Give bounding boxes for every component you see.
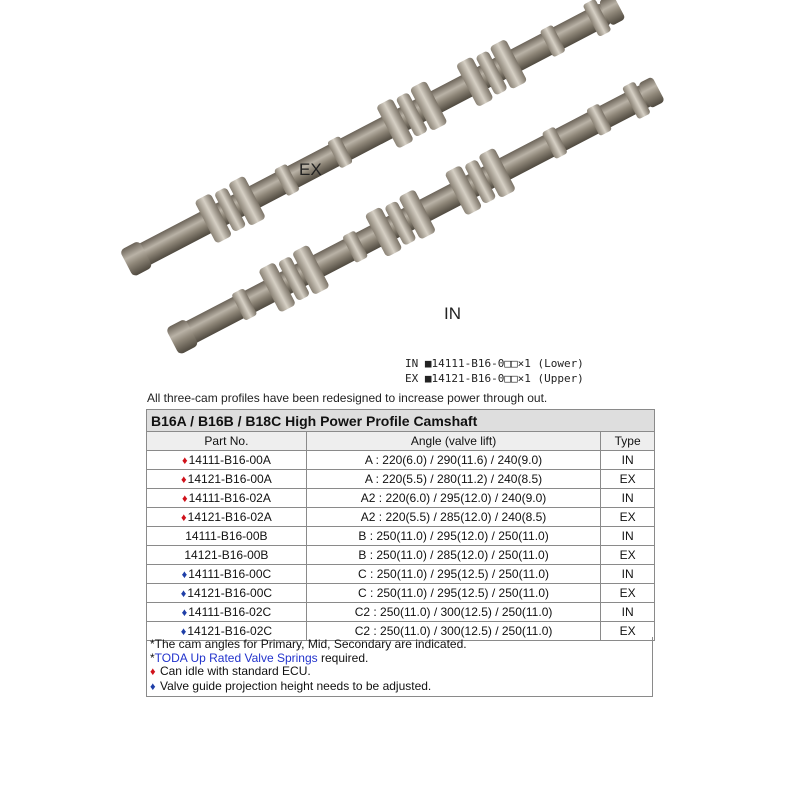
blue-diamond-icon: ♦ <box>180 588 187 600</box>
blue-diamond-icon: ♦ <box>150 680 156 693</box>
footnotes <box>146 637 653 697</box>
red-diamond-icon: ♦ <box>150 666 156 678</box>
table-row <box>147 489 655 508</box>
cell-angle: C2 : 250(11.0) / 300(12.5) / 250(11.0) <box>306 603 600 622</box>
cell-angle: A : 220(6.0) / 290(11.6) / 240(9.0) <box>306 451 600 470</box>
cell-type: EX <box>601 584 655 603</box>
camshaft-spec-table <box>146 409 655 641</box>
cell-part-no <box>147 489 307 508</box>
footnote-valve-springs <box>150 652 652 666</box>
cell-type: IN <box>601 451 655 470</box>
cell-type: IN <box>601 489 655 508</box>
part-number: 14111-B16-02C <box>188 605 272 619</box>
table-header-row <box>147 432 655 451</box>
footnote-cam-angles: *The cam angles for Primary, Mid, Secondary are indicated. <box>150 637 467 651</box>
cell-part-no <box>147 508 307 527</box>
red-diamond-icon: ♦ <box>181 474 187 486</box>
footnote-asterisk: * <box>150 650 155 665</box>
footnote-guide-text: Valve guide projection height needs to be adjusted. <box>156 678 432 693</box>
cell-angle: C : 250(11.0) / 295(12.5) / 250(11.0) <box>306 584 600 603</box>
red-diamond-icon: ♦ <box>181 512 187 524</box>
cell-type: IN <box>601 565 655 584</box>
table-row <box>147 508 655 527</box>
cell-angle: B : 250(11.0) / 295(12.0) / 250(11.0) <box>306 527 600 546</box>
blue-diamond-icon: ♦ <box>180 626 187 638</box>
cell-type: EX <box>601 470 655 489</box>
table-row <box>147 603 655 622</box>
part-number: 14111-B16-02A <box>188 491 271 505</box>
cell-type: IN <box>601 603 655 622</box>
legend-ex-line: EX ■14121-B16-0□□×1 (Upper) <box>405 372 584 385</box>
cell-part-no <box>147 584 307 603</box>
part-number: 14121-B16-00B <box>184 548 269 562</box>
blue-diamond-icon: ♦ <box>181 607 188 619</box>
footnote-idle-text: Can idle with standard ECU. <box>156 664 311 678</box>
cell-part-no <box>147 565 307 584</box>
cell-angle: C2 : 250(11.0) / 300(12.5) / 250(11.0) <box>306 622 600 641</box>
table-row <box>147 451 655 470</box>
cell-angle: A2 : 220(6.0) / 295(12.0) / 240(9.0) <box>306 489 600 508</box>
red-diamond-icon: ♦ <box>181 493 188 505</box>
footnote-valve-guide <box>150 680 652 695</box>
header-part-no: Part No. <box>147 432 307 451</box>
ex-shaft-label: EX <box>299 160 322 179</box>
header-type: Type <box>601 432 655 451</box>
part-number: 14121-B16-02C <box>187 624 273 638</box>
footnote-idle-ecu <box>150 665 652 680</box>
table-row <box>147 527 655 546</box>
part-number: 14121-B16-00C <box>187 586 273 600</box>
part-number: 14121-B16-00A <box>187 472 272 486</box>
cell-part-no <box>147 527 307 546</box>
cell-part-no <box>147 603 307 622</box>
cell-part-no <box>147 451 307 470</box>
legend-in-line: IN ■14111-B16-0□□×1 (Lower) <box>405 357 584 370</box>
cell-angle: C : 250(11.0) / 295(12.5) / 250(11.0) <box>306 565 600 584</box>
cell-angle: A : 220(5.5) / 280(11.2) / 240(8.5) <box>306 470 600 489</box>
cell-angle: A2 : 220(5.5) / 285(12.0) / 240(8.5) <box>306 508 600 527</box>
table-title: B16A / B16B / B18C High Power Profile Camshaft <box>147 410 655 432</box>
valve-springs-link[interactable]: TODA Up Rated Valve Springs <box>154 650 318 665</box>
cell-part-no <box>147 546 307 565</box>
cell-angle: B : 250(11.0) / 285(12.0) / 250(11.0) <box>306 546 600 565</box>
header-angle: Angle (valve lift) <box>306 432 600 451</box>
red-diamond-icon: ♦ <box>181 455 188 467</box>
footnote-required-text: required. <box>317 650 369 665</box>
table-row <box>147 584 655 603</box>
cell-type: EX <box>601 546 655 565</box>
table-row <box>147 546 655 565</box>
part-number: 14111-B16-00C <box>188 567 272 581</box>
table-row <box>147 470 655 489</box>
table-title-row <box>147 410 655 432</box>
in-shaft-label: IN <box>444 304 461 323</box>
cell-type: IN <box>601 527 655 546</box>
part-number: 14111-B16-00A <box>188 453 271 467</box>
cell-type: EX <box>601 622 655 641</box>
part-number: 14121-B16-02A <box>187 510 272 524</box>
table-row <box>147 565 655 584</box>
blue-diamond-icon: ♦ <box>181 569 188 581</box>
cell-type: EX <box>601 508 655 527</box>
intro-text: All three-cam profiles have been redesigned to increase power through out. <box>147 391 548 405</box>
part-number: 14111-B16-00B <box>185 529 268 543</box>
cell-part-no <box>147 470 307 489</box>
